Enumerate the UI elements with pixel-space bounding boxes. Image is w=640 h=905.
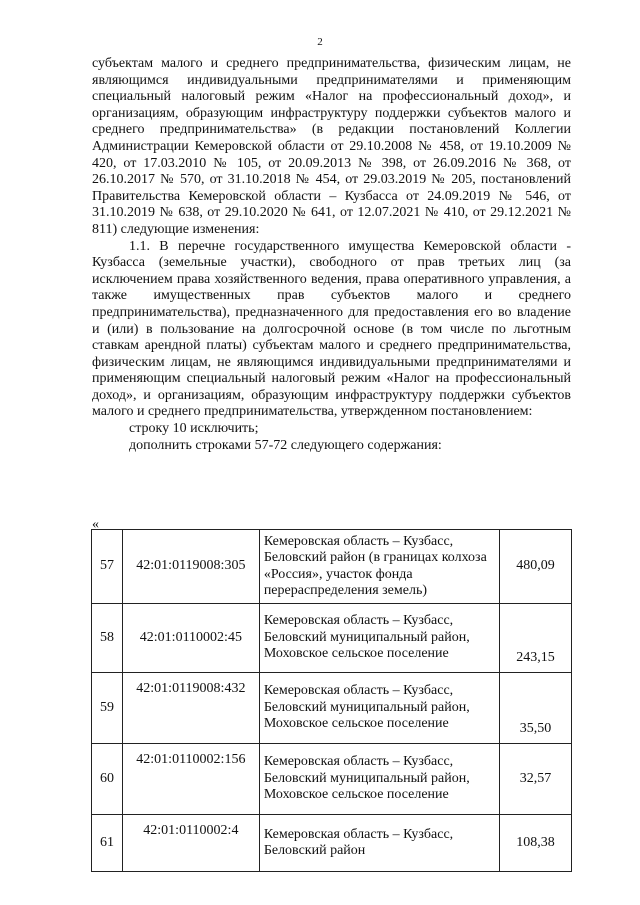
plot-area: 32,57 <box>500 744 572 815</box>
exclude-line: строку 10 исключить; <box>129 421 259 437</box>
plot-area: 108,38 <box>500 815 572 872</box>
table-row <box>92 815 572 872</box>
cadastral-number: 42:01:0119008:305 <box>122 530 259 604</box>
page-number: 2 <box>317 36 323 48</box>
cadastral-number: 42:01:0119008:432 <box>122 673 259 744</box>
row-number: 61 <box>92 815 123 872</box>
plot-area: 243,15 <box>500 604 572 673</box>
cadastral-number: 42:01:0110002:156 <box>122 744 259 815</box>
clause-1-1-paragraph: 1.1. В перечне государственного имущества Кемеровской области - Кузбасса (земельные участки), свободного от прав третьих лиц (за исключением права хозяйственного ведения, права оперативного управления, а также имущественных прав субъектов малого и среднего предпринимательства), предназначенного для предоставления его во владение и (или) в пользование на долгосрочной основе (в том числе по льготным ставкам арендной платы) субъектам малого и среднего предпринимательства, физическим лицам, не являющимся индивидуальными предпринимателями и применяющим специальный налоговый режим «Налог на профессиональный доход», и организациям, образующим инфраструктуру поддержки субъектов малого и среднего предпринимательства, утвержденном постановлением: <box>92 238 571 420</box>
document-body <box>92 56 571 454</box>
plot-area: 480,09 <box>500 530 572 604</box>
plot-address: Кемеровская область – Кузбасс, Беловский район <box>259 815 499 872</box>
table-row <box>92 744 572 815</box>
table-row <box>92 530 572 604</box>
cadastral-number: 42:01:0110002:45 <box>122 604 259 673</box>
cadastral-number: 42:01:0110002:4 <box>122 815 259 872</box>
plot-address: Кемеровская область – Кузбасс, Беловский муниципальный район, Моховское сельское поселение <box>259 673 499 744</box>
plot-address: Кемеровская область – Кузбасс, Беловский район (в границах колхоза «Россия», участок фонда перераспределения земель) <box>259 530 499 604</box>
opening-quote: « <box>92 517 99 532</box>
plot-address: Кемеровская область – Кузбасс, Беловский муниципальный район, Моховское сельское поселение <box>259 744 499 815</box>
land-plots-table <box>91 529 572 872</box>
row-number: 60 <box>92 744 123 815</box>
row-number: 59 <box>92 673 123 744</box>
row-number: 58 <box>92 604 123 673</box>
plot-address: Кемеровская область – Кузбасс, Беловский муниципальный район, Моховское сельское поселение <box>259 604 499 673</box>
intro-paragraph: субъектам малого и среднего предпринимательства, физическим лицам, не являющимся индивидуальными предпринимателями и применяющим специальный налоговый режим «Налог на профессиональный доход», и организациям, образующим инфраструктуру поддержки субъектов малого и среднего предпринимательства» (в редакции постановлений Коллегии Администрации Кемеровской области от 29.10.2008 № 458, от 19.10.2009 № 420, от 17.03.2010 № 105, от 20.09.2013 № 398, от 26.09.2016 № 368, от 26.10.2017 № 570, от 31.10.2018 № 454, от 29.03.2019 № 205, постановлений Правительства Кемеровской области – Кузбасса от 24.09.2019 № 546, от 31.10.2019 № 638, от 29.10.2020 № 641, от 12.07.2021 № 410, от 29.12.2021 № 811) следующие изменения: <box>92 56 571 237</box>
row-number: 57 <box>92 530 123 604</box>
plot-area: 35,50 <box>500 673 572 744</box>
table-row <box>92 673 572 744</box>
table-row <box>92 604 572 673</box>
add-rows-line: дополнить строками 57-72 следующего содержания: <box>129 437 442 453</box>
